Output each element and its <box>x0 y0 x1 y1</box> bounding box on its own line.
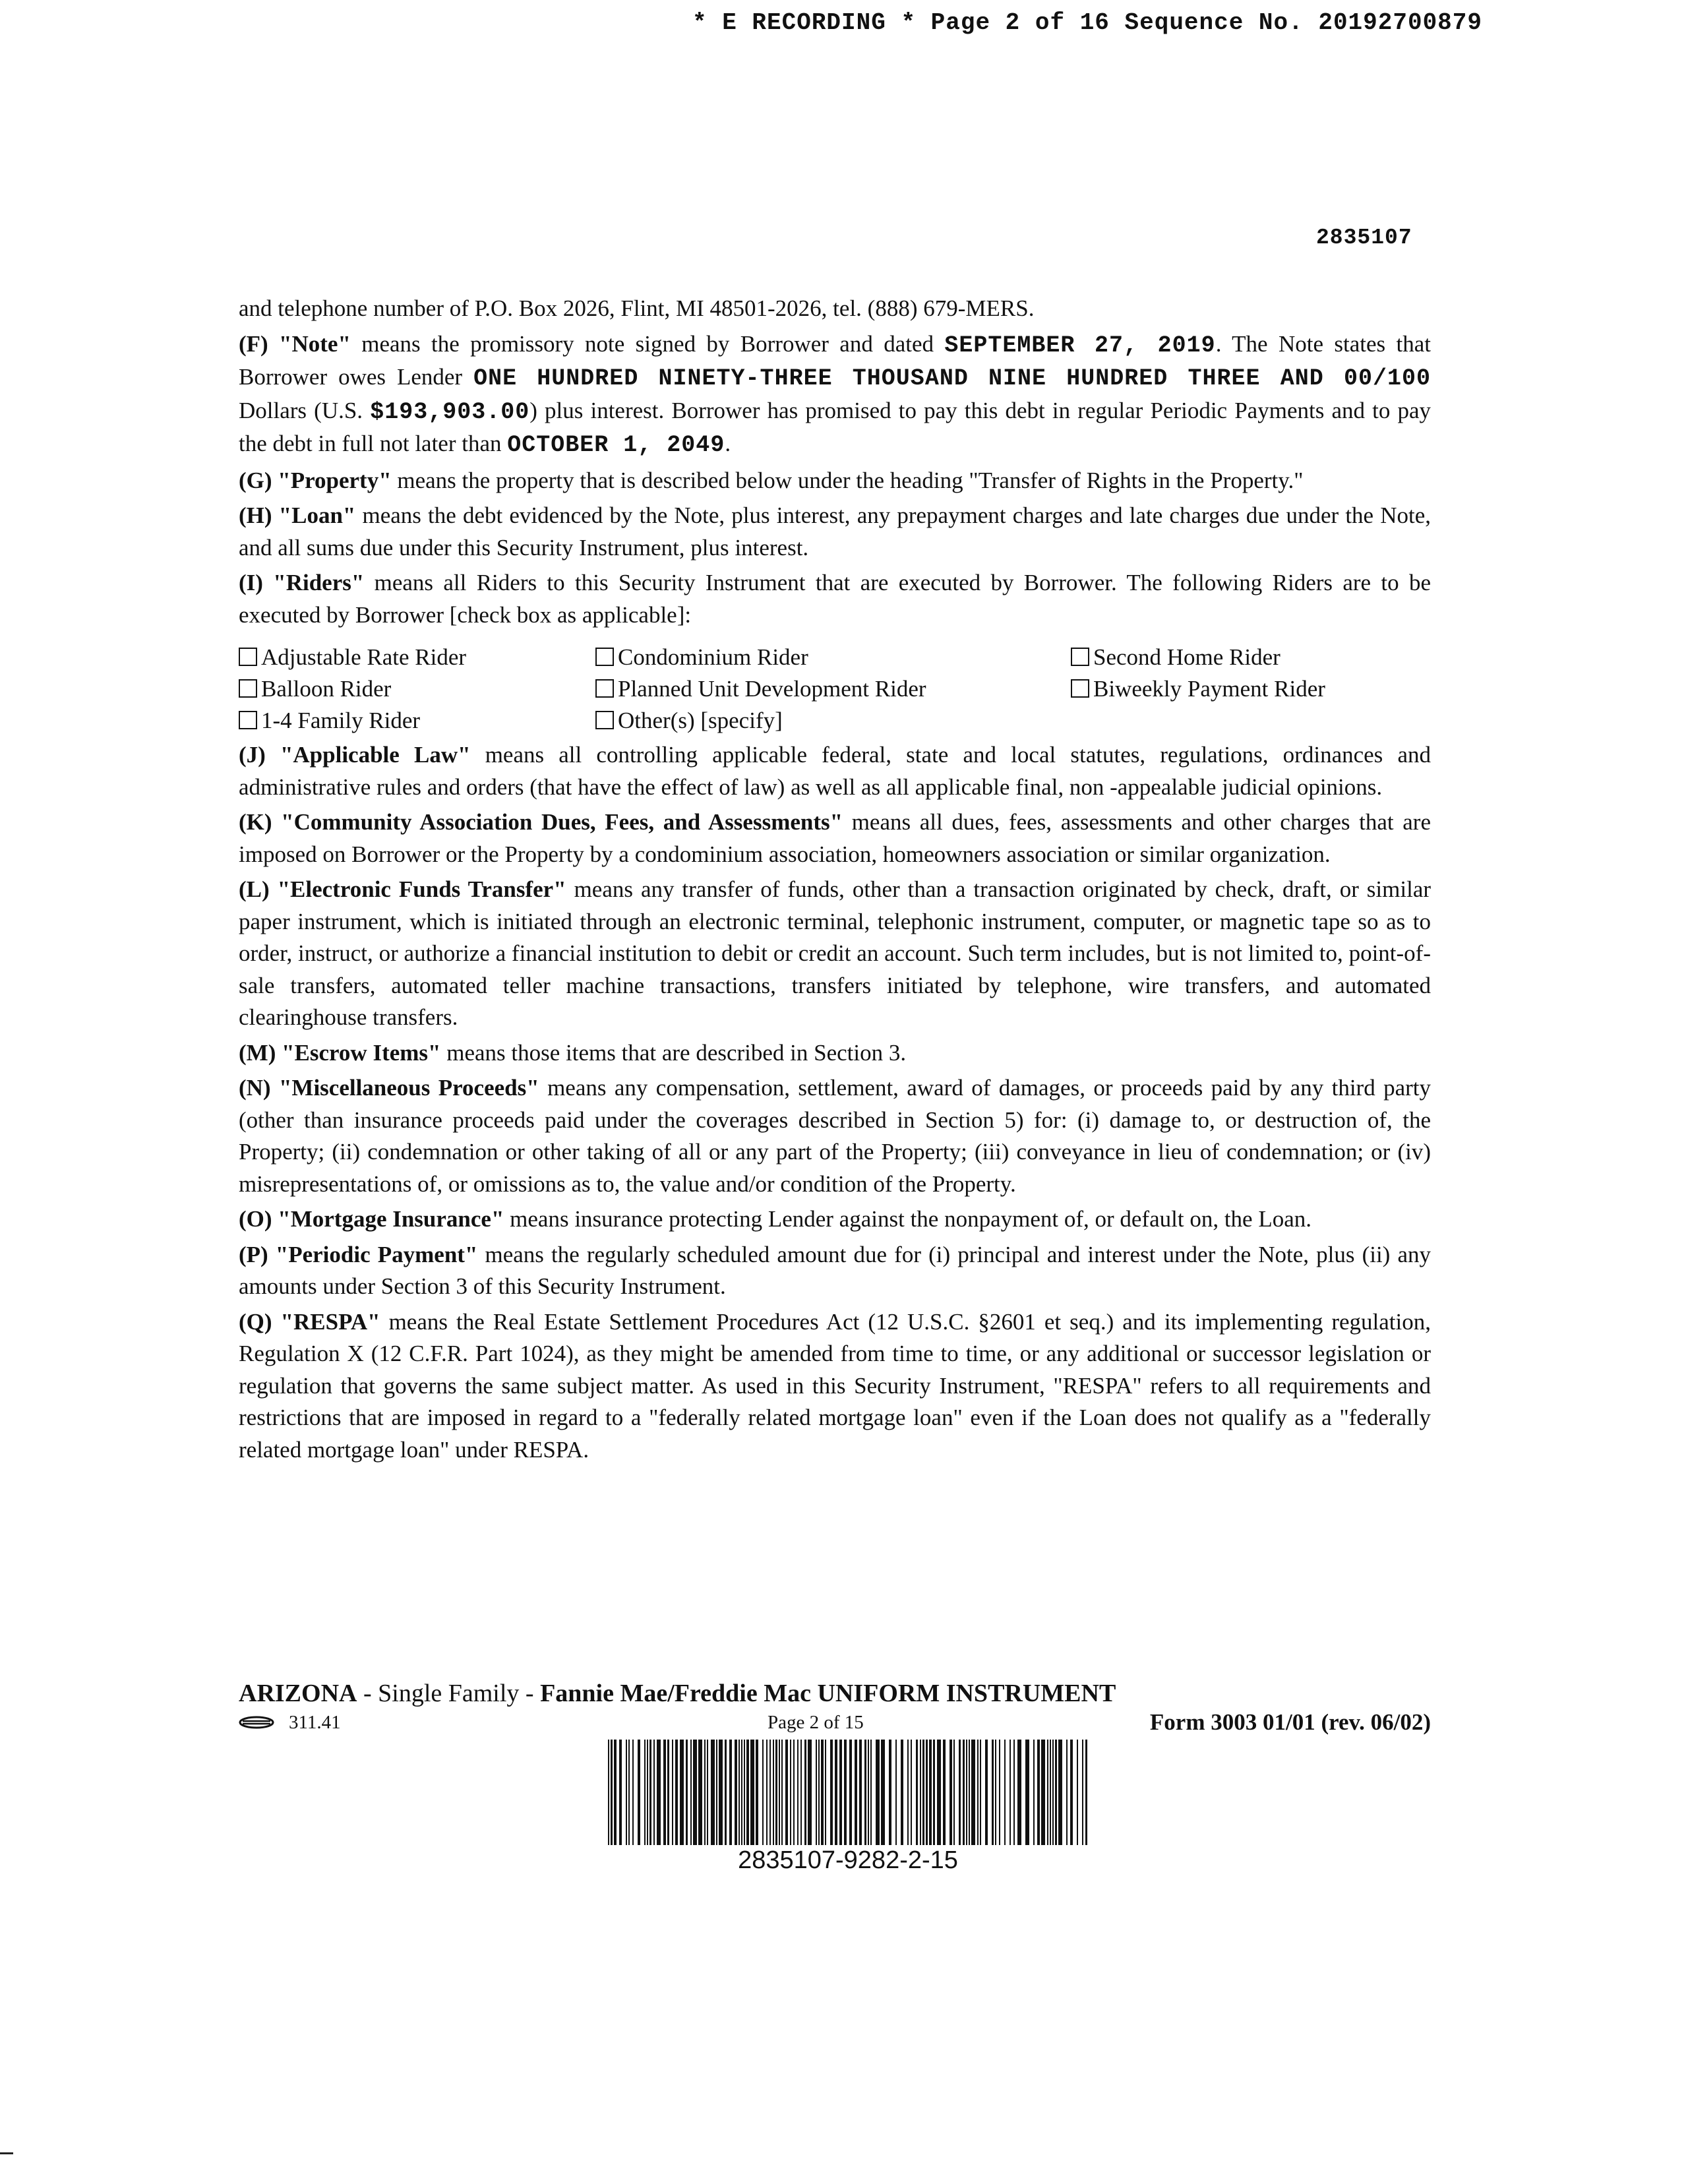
barcode-bar <box>864 1740 866 1845</box>
barcode-bar <box>855 1740 857 1845</box>
barcode-bar <box>729 1740 732 1845</box>
barcode-bar <box>653 1740 655 1845</box>
barcode-bar <box>980 1740 981 1845</box>
barcode-bar <box>1025 1740 1029 1845</box>
barcode-bar <box>816 1740 817 1845</box>
checkbox[interactable] <box>1071 648 1089 666</box>
definition-electronic-funds-transfer <box>239 874 1431 1034</box>
barcode-bar <box>690 1740 692 1845</box>
barcode-bar <box>779 1740 780 1845</box>
barcode-bar <box>644 1740 646 1845</box>
barcode-bar <box>611 1740 613 1845</box>
document-system-logo-icon <box>239 1716 274 1729</box>
barcode-bar <box>1047 1740 1048 1845</box>
definition-applicable-law <box>239 739 1431 803</box>
form-state: ARIZONA <box>239 1680 357 1707</box>
barcode-bar <box>750 1740 754 1845</box>
definition-text: ) plus interest. Borrower has promised to pay this debt in regular Periodic Payments and to pay the debt in full not later than <box>239 397 1431 456</box>
checkbox[interactable] <box>595 648 614 666</box>
barcode-bar <box>868 1740 869 1845</box>
rider-second-home[interactable] <box>1071 642 1431 673</box>
barcode-bar <box>1058 1740 1062 1845</box>
barcode-bar <box>1013 1740 1015 1845</box>
barcode-bar <box>707 1740 708 1845</box>
barcode-bar <box>735 1740 737 1845</box>
definition-respa <box>239 1306 1431 1467</box>
checkbox[interactable] <box>239 648 257 666</box>
barcode-bar <box>1037 1740 1040 1845</box>
definition-text: means all dues, fees, assessments and other charges that are imposed on Borrower or the Property by a condominium association, homeowners association or similar organization. <box>239 809 1431 867</box>
rider-balloon[interactable] <box>239 673 595 705</box>
barcode-bar <box>647 1740 648 1845</box>
barcode-bar <box>901 1740 903 1845</box>
term-loan: (H) "Loan" <box>239 502 356 528</box>
rider-label: Other(s) [specify] <box>618 708 783 733</box>
barcode-bar <box>1055 1740 1057 1845</box>
barcode-bar <box>1041 1740 1045 1845</box>
definition-community-association <box>239 806 1431 870</box>
definition-text: means any compensation, settlement, award of damages, or proceeds paid by any third party (other than insurance proceeds paid under the coverages described in Section 5) for: (i) damage to, or destruction of, the Property; (ii) condemnation or other taking of all or any part of the Property; (iii) conveyance in lieu of condemnation; or (iv) misrepresentations of, or omissions as to, the value and/or condition of the Property. <box>239 1075 1431 1197</box>
term-mortgage-insurance: (O) "Mortgage Insurance" <box>239 1206 504 1232</box>
term-respa: (Q) "RESPA" <box>239 1308 380 1335</box>
barcode-bar <box>746 1740 749 1845</box>
barcode-bar <box>849 1740 852 1845</box>
form-footer-row <box>239 1709 1431 1736</box>
form-title <box>239 1679 1431 1708</box>
barcode-bar <box>781 1740 783 1845</box>
definition-text: means the regularly scheduled amount due for (i) principal and interest under the Note, plus (ii) any amounts under Section 3 of this Security Instrument. <box>239 1241 1431 1299</box>
barcode-bar <box>937 1740 941 1845</box>
form-footer <box>239 1679 1431 1736</box>
rider-label: Biweekly Payment Rider <box>1093 676 1325 702</box>
definition-text: means the promissory note signed by Borrower and dated <box>350 330 945 357</box>
barcode-bar <box>950 1740 952 1845</box>
term-property: (G) "Property" <box>239 467 392 493</box>
barcode-bar <box>1082 1740 1083 1845</box>
definition-text: Dollars (U.S. <box>239 397 371 423</box>
barcode-bar <box>762 1740 764 1845</box>
barcode-bar <box>1017 1740 1021 1845</box>
rider-other[interactable] <box>595 705 1071 737</box>
rider-condominium[interactable] <box>595 642 1071 673</box>
barcode-bar <box>895 1740 897 1845</box>
term-electronic-funds-transfer: (L) "Electronic Funds Transfer" <box>239 876 566 902</box>
amount-words: ONE HUNDRED NINETY-THREE THOUSAND NINE HUNDRED THREE AND 00/100 <box>473 365 1432 392</box>
page-indicator: Page 2 of 15 <box>768 1712 864 1733</box>
barcode-bar <box>1085 1740 1087 1845</box>
definition-note <box>239 328 1431 462</box>
barcode-bar <box>632 1740 634 1845</box>
definition-text: . The Note states that Borrower owes Lender <box>239 330 1431 390</box>
barcode-bar <box>1070 1740 1073 1845</box>
barcode-bar <box>977 1740 979 1845</box>
definition-text: means insurance protecting Lender against the nonpayment of, or default on, the Loan. <box>504 1206 1311 1232</box>
maturity-date: OCTOBER 1, 2049 <box>507 432 725 458</box>
definition-text: means the debt evidenced by the Note, plus interest, any prepayment charges and late charges due under the Note, and all sums due under this Security Instrument, plus interest. <box>239 502 1431 561</box>
barcode-number: 2835107-9282-2-15 <box>738 1846 958 1874</box>
margin-mark <box>0 2152 13 2154</box>
barcode-bar <box>966 1740 967 1845</box>
note-date: SEPTEMBER 27, 2019 <box>944 332 1216 359</box>
barcode-bar <box>929 1740 932 1845</box>
barcode-bar <box>808 1740 812 1845</box>
definition-text: means those items that are described in Section 3. <box>440 1039 907 1066</box>
barcode-bar <box>672 1740 673 1845</box>
barcode-bar <box>870 1740 872 1845</box>
barcode-bar <box>1050 1740 1051 1845</box>
barcode-bar <box>675 1740 678 1845</box>
barcode-bar <box>738 1740 740 1845</box>
rider-adjustable-rate[interactable] <box>239 642 595 673</box>
definition-periodic-payment <box>239 1239 1431 1303</box>
barcode-bar <box>773 1740 774 1845</box>
barcode-bar <box>839 1740 842 1845</box>
rider-label: Adjustable Rate Rider <box>261 644 467 670</box>
barcode-bar <box>711 1740 715 1845</box>
barcode-bar <box>992 1740 994 1845</box>
form-code-number: 311.41 <box>289 1712 341 1733</box>
barcode-bar <box>663 1740 666 1845</box>
barcode-bar <box>821 1740 824 1845</box>
barcode-bar <box>969 1740 970 1845</box>
definition-loan <box>239 500 1431 564</box>
barcode-bar <box>741 1740 742 1845</box>
barcode-bar <box>920 1740 921 1845</box>
barcode-bar <box>790 1740 791 1845</box>
barcode-bar <box>926 1740 928 1845</box>
barcode-bar <box>628 1740 630 1845</box>
document-body <box>239 293 1431 1469</box>
rider-label: 1-4 Family Rider <box>261 708 421 733</box>
barcode-bar <box>744 1740 745 1845</box>
barcode-bar <box>1052 1740 1054 1845</box>
barcode-bar <box>916 1740 918 1845</box>
rider-label: Planned Unit Development Rider <box>618 676 926 702</box>
barcode-bar <box>971 1740 975 1845</box>
definition-escrow-items <box>239 1037 1431 1070</box>
definition-text: means any transfer of funds, other than a transaction originated by check, draft, or similar paper instrument, which is initiated through an electronic terminal, telephonic instrument, computer, or magnetic tape so as to order, instruct, or authorize a financial institution to debit or credit an account. Such term includes, but is not limited to, point-of-sale transfers, automated teller machine transactions, transfers initiated by telephone, wire transfers, and automated clearinghouse transfers. <box>239 876 1432 1030</box>
definition-mortgage-insurance <box>239 1203 1431 1236</box>
loan-amount: $193,903.00 <box>370 398 530 425</box>
barcode-bar <box>638 1740 640 1845</box>
form-number: Form 3003 01/01 (rev. 06/02) <box>1149 1709 1431 1735</box>
checkbox[interactable] <box>239 711 257 729</box>
checkbox[interactable] <box>595 711 614 729</box>
barcode-bar <box>889 1740 891 1845</box>
barcode-bar <box>667 1740 669 1845</box>
barcode-bar <box>922 1740 924 1845</box>
barcode-bar <box>835 1740 837 1845</box>
barcode-bar <box>686 1740 688 1845</box>
barcode-bar <box>693 1740 697 1845</box>
definition-text: . <box>725 431 731 456</box>
term-community-association: (K) "Community Association Dues, Fees, and Assessments" <box>239 809 843 835</box>
definition-text: means all Riders to this Security Instrument that are executed by Borrower. The following Riders are to be executed by Borrower [check box as applicable]: <box>239 570 1431 628</box>
barcode-bar <box>859 1740 862 1845</box>
term-applicable-law: (J) "Applicable Law" <box>239 742 471 768</box>
riders-checklist <box>239 642 1431 737</box>
barcode-bar <box>818 1740 820 1845</box>
barcode-bar <box>719 1740 723 1845</box>
form-instrument: Fannie Mae/Freddie Mac UNIFORM INSTRUMENT <box>540 1680 1116 1707</box>
barcode-bar <box>907 1740 909 1845</box>
barcode-bar <box>999 1740 1000 1845</box>
barcode-bar <box>1066 1740 1068 1845</box>
rider-planned-unit-development[interactable] <box>595 673 1071 705</box>
barcode-bar <box>876 1740 880 1845</box>
rider-1-4-family[interactable] <box>239 705 595 737</box>
barcode-bar <box>698 1740 702 1845</box>
barcode-bar <box>825 1740 826 1845</box>
barcode-bar <box>1004 1740 1006 1845</box>
checkbox[interactable] <box>239 679 257 698</box>
barcode-bar <box>1077 1740 1078 1845</box>
term-miscellaneous-proceeds: (N) "Miscellaneous Proceeds" <box>239 1075 539 1101</box>
barcode-bar <box>649 1740 651 1845</box>
barcode-bar <box>943 1740 946 1845</box>
barcode-bar <box>797 1740 799 1845</box>
barcode-bar <box>725 1740 727 1845</box>
barcode-bar <box>800 1740 802 1845</box>
barcode-bar <box>1010 1740 1011 1845</box>
barcode-bar <box>830 1740 833 1845</box>
rider-biweekly-payment[interactable] <box>1071 673 1431 705</box>
barcode-bar <box>963 1740 965 1845</box>
barcode-bar <box>793 1740 795 1845</box>
barcode-bar <box>626 1740 627 1845</box>
barcode-bar <box>985 1740 988 1845</box>
barcode-bar <box>614 1740 617 1845</box>
barcode-bar <box>953 1740 955 1845</box>
barcode-bar <box>769 1740 771 1845</box>
definition-text: means all controlling applicable federal, state and local statutes, regulations, ordinances and administrative rules and orders (that have the effect of law) as well as all applicable final, non -appealable judicial opinions. <box>239 742 1431 800</box>
term-note: (F) "Note" <box>239 330 351 357</box>
barcode-bar <box>804 1740 806 1845</box>
form-code <box>239 1712 341 1734</box>
barcode-bar <box>844 1740 847 1845</box>
barcode-bar <box>657 1740 661 1845</box>
checkbox[interactable] <box>595 679 614 698</box>
barcode-bar <box>608 1740 609 1845</box>
barcode-bar <box>766 1740 768 1845</box>
barcode-bar <box>995 1740 996 1845</box>
barcode-bar <box>959 1740 961 1845</box>
definition-property <box>239 465 1431 497</box>
definition-text: means the property that is described below under the heading "Transfer of Rights in the Property." <box>391 467 1304 493</box>
barcode-bar <box>680 1740 684 1845</box>
loan-number: 2835107 <box>1316 226 1412 250</box>
barcode-block <box>608 1740 1088 1875</box>
rider-label: Condominium Rider <box>618 644 808 670</box>
barcode-bar <box>619 1740 622 1845</box>
barcode-bar <box>775 1740 777 1845</box>
barcode-bar <box>881 1740 885 1845</box>
term-periodic-payment: (P) "Periodic Payment" <box>239 1241 478 1267</box>
term-riders: (I) "Riders" <box>239 570 365 595</box>
form-type: - Single Family - <box>357 1680 541 1707</box>
recording-header: * E RECORDING * Page 2 of 16 Sequence No. 20192700879 <box>692 9 1482 36</box>
rider-label: Second Home Rider <box>1093 644 1281 670</box>
barcode-bar <box>911 1740 912 1845</box>
barcode-image <box>608 1740 1088 1845</box>
barcode-bar <box>756 1740 758 1845</box>
intro-paragraph: and telephone number of P.O. Box 2026, Flint, MI 48501-2026, tel. (888) 679-MERS. <box>239 295 1035 321</box>
rider-label: Balloon Rider <box>261 676 392 702</box>
checkbox[interactable] <box>1071 679 1089 698</box>
barcode-bar <box>1033 1740 1035 1845</box>
definition-miscellaneous-proceeds <box>239 1072 1431 1200</box>
term-escrow-items: (M) "Escrow Items" <box>239 1039 441 1066</box>
definition-riders <box>239 567 1431 631</box>
barcode-bar <box>716 1740 717 1845</box>
barcode-bar <box>785 1740 788 1845</box>
definition-text: means the Real Estate Settlement Procedures Act (12 U.S.C. §2601 et seq.) and its implementing regulation, Regulation X (12 C.F.R. Part 1024), as they might be amended from time to time, or any additional or successor legislation or regulation that governs the same subject matter. As used in this Security Instrument, "RESPA" refers to all requirements and restrictions that are imposed in regard to a "federally related mortgage loan" even if the Loan does not qualify as a "federally related mortgage loan" under RESPA. <box>239 1308 1431 1463</box>
barcode-bar <box>704 1740 706 1845</box>
barcode-bar <box>933 1740 935 1845</box>
